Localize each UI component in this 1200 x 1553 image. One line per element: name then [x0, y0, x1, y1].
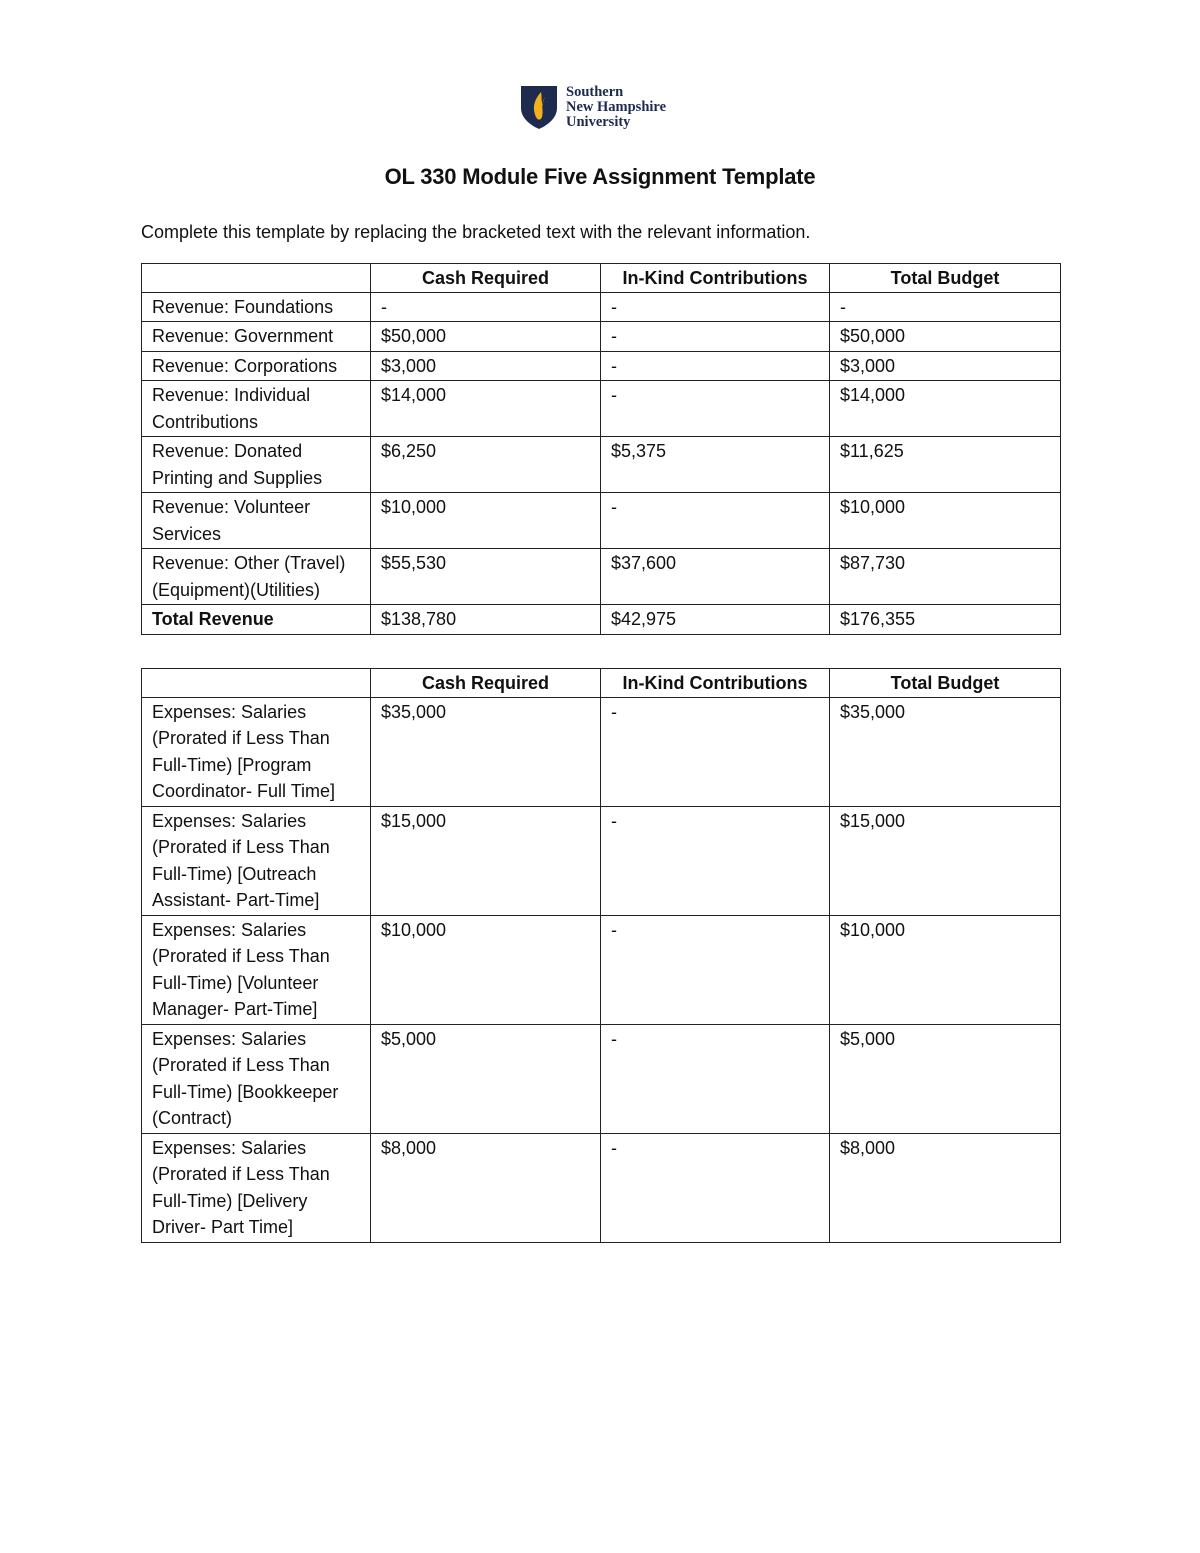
cash-cell: -: [371, 292, 601, 322]
row-label: Revenue: Individual Contributions: [142, 381, 371, 437]
instructions: Complete this template by replacing the bracketed text with the relevant information.: [141, 222, 811, 242]
table-row: [142, 381, 1061, 437]
total-cell: $5,000: [830, 1024, 1061, 1133]
header-cell: Cash Required: [371, 264, 601, 293]
in-kind-cell: -: [601, 915, 830, 1024]
in-kind-cell: -: [601, 806, 830, 915]
logo-wordmark: [566, 85, 666, 130]
total-label: Total Revenue: [142, 605, 371, 635]
header-cell: [142, 669, 371, 698]
total-cell: $35,000: [830, 697, 1061, 806]
in-kind-cell: -: [601, 1024, 830, 1133]
row-label: Expenses: Salaries (Prorated if Less Than Full-Time) [Volunteer Manager- Part-Time]: [142, 915, 371, 1024]
logo-line: New Hampshire: [566, 98, 667, 115]
cash-cell: $15,000: [371, 806, 601, 915]
in-kind-cell: -: [601, 292, 830, 322]
cash-cell: $50,000: [371, 322, 601, 352]
total-cell: $14,000: [830, 381, 1061, 437]
total-cell: $8,000: [830, 1133, 1061, 1242]
cash-cell: $35,000: [371, 697, 601, 806]
in-kind-cell: -: [601, 697, 830, 806]
table-row: [142, 1024, 1061, 1133]
table-row: [142, 493, 1061, 549]
row-label: Revenue: Corporations: [142, 351, 371, 381]
cash-cell: $10,000: [371, 915, 601, 1024]
cash-cell: $6,250: [371, 437, 601, 493]
table-row: [142, 322, 1061, 352]
table-row: [142, 806, 1061, 915]
header-cell: In-Kind Contributions: [601, 264, 830, 293]
in-kind-cell: $37,600: [601, 549, 830, 605]
total-cell: $50,000: [830, 322, 1061, 352]
in-kind-cell: -: [601, 1133, 830, 1242]
table-row: [142, 351, 1061, 381]
row-label: Expenses: Salaries (Prorated if Less Than Full-Time) [Outreach Assistant- Part-Time]: [142, 806, 371, 915]
table-row: [142, 915, 1061, 1024]
table-row: [142, 1133, 1061, 1242]
cash-cell: $55,530: [371, 549, 601, 605]
in-kind-cell: -: [601, 381, 830, 437]
total-cell: $87,730: [830, 549, 1061, 605]
header-row: [142, 669, 1061, 698]
row-label: Revenue: Government: [142, 322, 371, 352]
header-cell: Cash Required: [371, 669, 601, 698]
header-cell: [142, 264, 371, 293]
row-label: Expenses: Salaries (Prorated if Less Than Full-Time) [Bookkeeper (Contract): [142, 1024, 371, 1133]
page-title: OL 330 Module Five Assignment Template: [384, 164, 816, 189]
header-cell: In-Kind Contributions: [601, 669, 830, 698]
row-label: Revenue: Volunteer Services: [142, 493, 371, 549]
revenue-table: [141, 263, 1061, 635]
total-cell: -: [830, 292, 1061, 322]
total-cell: $10,000: [830, 915, 1061, 1024]
cash-cell: $10,000: [371, 493, 601, 549]
cash-cell: $8,000: [371, 1133, 601, 1242]
header-row: [142, 264, 1061, 293]
row-label: Revenue: Foundations: [142, 292, 371, 322]
header-cell: Total Budget: [830, 264, 1061, 293]
logo-line: University: [566, 113, 631, 130]
in-kind-cell: -: [601, 493, 830, 549]
total-cell: $10,000: [830, 493, 1061, 549]
logo-line: Southern: [566, 83, 624, 100]
total-cell: $11,625: [830, 437, 1061, 493]
cash-cell: $138,780: [371, 605, 601, 635]
snhu-logo: [520, 84, 666, 130]
table-row: [142, 292, 1061, 322]
row-label: Expenses: Salaries (Prorated if Less Than Full-Time) [Delivery Driver- Part Time]: [142, 1133, 371, 1242]
total-cell: $15,000: [830, 806, 1061, 915]
in-kind-cell: -: [601, 351, 830, 381]
table-row: [142, 437, 1061, 493]
shield-flame-icon: [520, 84, 558, 130]
row-label: Revenue: Other (Travel)(Equipment)(Utilities): [142, 549, 371, 605]
in-kind-cell: $42,975: [601, 605, 830, 635]
total-row: [142, 605, 1061, 635]
header-cell: Total Budget: [830, 669, 1061, 698]
total-cell: $176,355: [830, 605, 1061, 635]
in-kind-cell: -: [601, 322, 830, 352]
row-label: Expenses: Salaries (Prorated if Less Than Full-Time) [Program Coordinator- Full Time]: [142, 697, 371, 806]
row-label: Revenue: Donated Printing and Supplies: [142, 437, 371, 493]
cash-cell: $14,000: [371, 381, 601, 437]
total-cell: $3,000: [830, 351, 1061, 381]
table-row: [142, 549, 1061, 605]
expense-table: [141, 668, 1061, 1243]
in-kind-cell: $5,375: [601, 437, 830, 493]
cash-cell: $5,000: [371, 1024, 601, 1133]
table-row: [142, 697, 1061, 806]
cash-cell: $3,000: [371, 351, 601, 381]
